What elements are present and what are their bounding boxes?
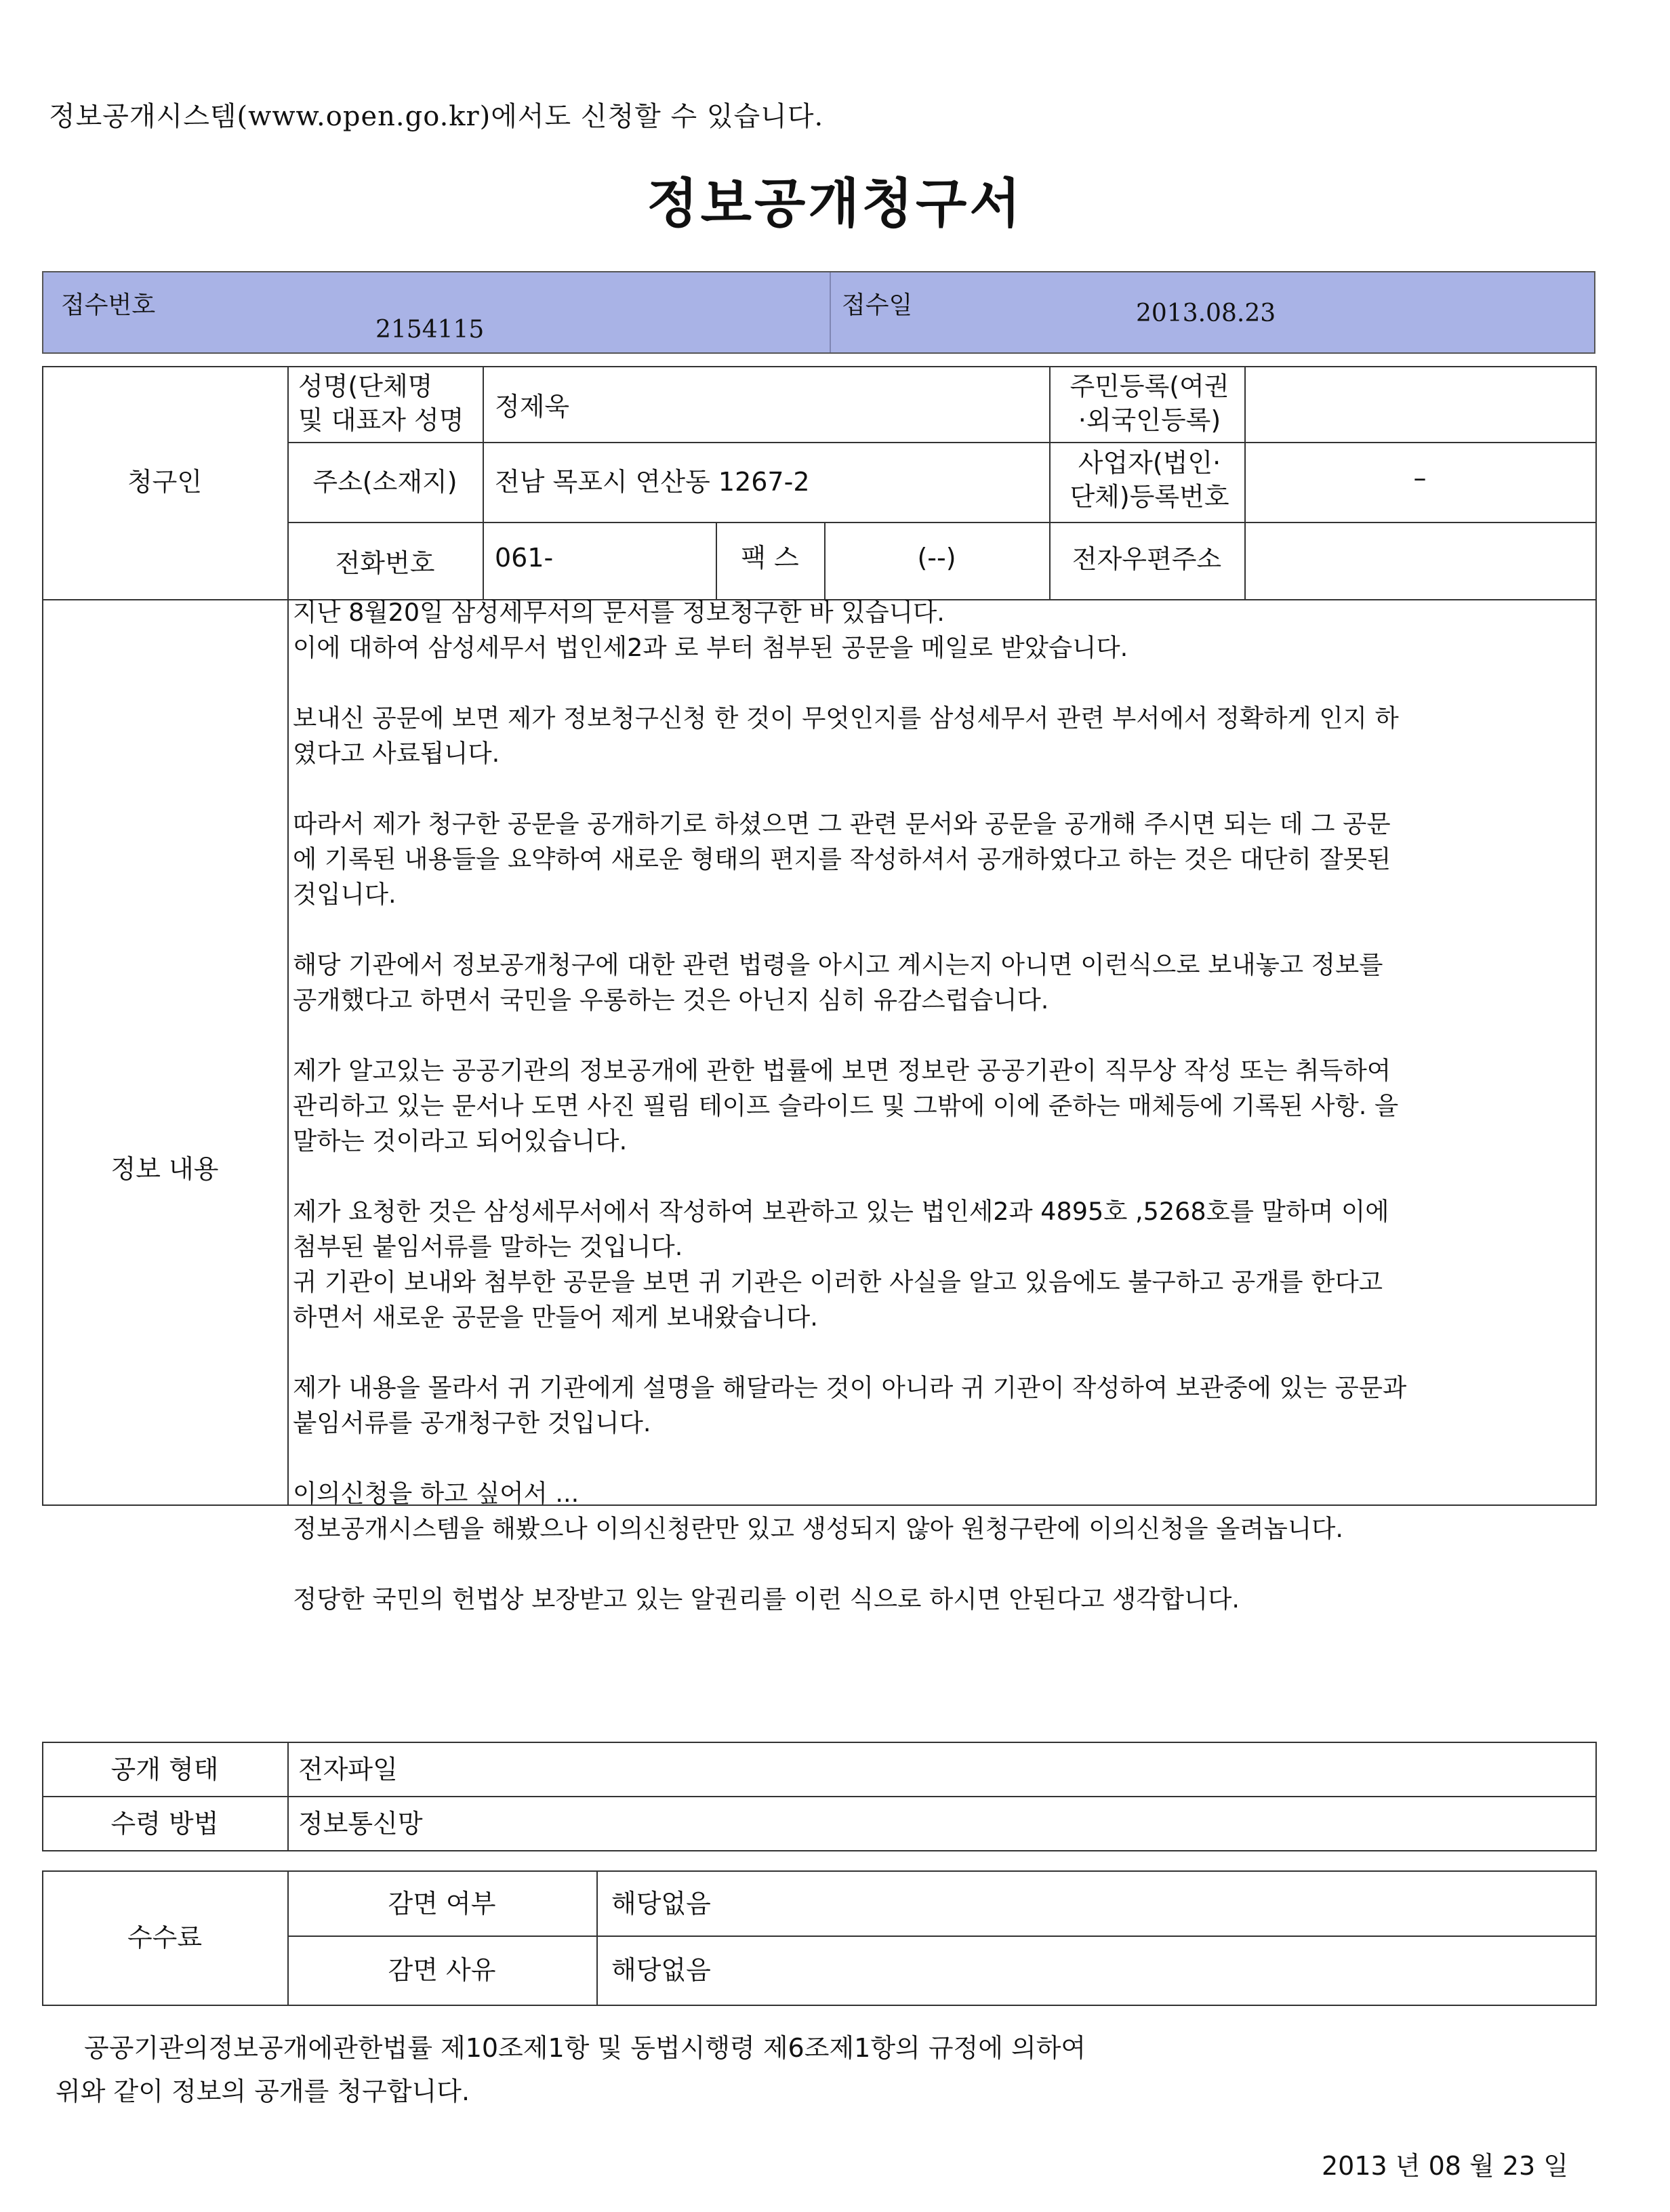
content-line: 정보공개시스템을 해봤으나 이의신청란만 있고 생성되지 않아 원청구란에 이의신청을 올려놉니다.	[293, 1514, 1344, 1543]
reception-divider	[830, 272, 831, 352]
content-label: 정보 내용	[110, 1154, 219, 1184]
content-line: 첨부된 붙임서류를 말하는 것입니다.	[293, 1232, 683, 1261]
name-value: 정제욱	[495, 392, 570, 422]
content-line: 에 기록된 내용들을 요약하여 새로운 형태의 편지를 작성하셔서 공개하였다고 하는 것은 대단히 잘못된	[293, 844, 1391, 874]
fax-value: (--)	[917, 543, 956, 573]
content-line: 따라서 제가 청구한 공문을 공개하기로 하셨으면 그 관련 문서와 공문을 공개해 주시면 되는 데 그 공문	[293, 809, 1391, 838]
content-line: 관리하고 있는 문서나 도면 사진 필림 테이프 슬라이드 및 그밖에 이에 준하는 매체등에 기록된 사항. 을	[293, 1091, 1399, 1120]
rule	[42, 1870, 1597, 1872]
notice-text: 정보공개시스템(www.open.go.kr)에서도 신청할 수 있습니다.	[49, 101, 824, 132]
receipt-method-label: 수령 방법	[110, 1809, 219, 1839]
id-label	[1055, 369, 1244, 437]
biz-label-line1: 사업자(법인·	[1078, 448, 1221, 478]
disclosure-form-value: 전자파일	[298, 1755, 398, 1784]
fee-reason-label: 감면 사유	[388, 1955, 496, 1985]
email-label: 전자우편주소	[1072, 544, 1222, 574]
rule	[287, 1936, 1595, 1937]
content-body	[293, 595, 1581, 1617]
reception-date-value: 2013.08.23	[1136, 300, 1276, 327]
rule	[1595, 1870, 1597, 2005]
content-line: 제가 내용을 몰라서 귀 기관에게 설명을 해달라는 것이 아니라 귀 기관이 작성하여 보관중에 있는 공문과	[293, 1373, 1407, 1402]
reception-date-label: 접수일	[842, 291, 913, 319]
content-paragraph	[293, 1194, 1581, 1335]
content-line: 지난 8월20일 삼성세무서의 문서를 정보청구한 바 있습니다.	[293, 598, 945, 627]
reception-number-value: 2154115	[375, 316, 485, 344]
biz-label-line2: 단체)등록번호	[1070, 482, 1229, 512]
rule	[483, 366, 484, 599]
rule	[287, 1742, 289, 1850]
footer-clause-line1: 공공기관의정보공개에관한법률 제10조제1항 및 동법시행령 제6조제1항의 규정에 의하여	[84, 2033, 1086, 2063]
disclosure-form-label: 공개 형태	[110, 1755, 219, 1784]
rule	[596, 1870, 598, 2005]
rule	[42, 366, 43, 1504]
reception-bar	[42, 271, 1595, 354]
content-paragraph	[293, 806, 1581, 912]
content-line: 이에 대하여 삼성세무서 법인세2과 로 부터 첨부된 공문을 메일로 받았습니다.	[293, 633, 1128, 662]
content-paragraph	[293, 1582, 1581, 1617]
content-line: 제가 요청한 것은 삼성세무서에서 작성하여 보관하고 있는 법인세2과 4895호 ,5268호를 말하며 이에	[293, 1197, 1389, 1226]
rule	[42, 1796, 1597, 1797]
biz-reg-value: –	[1413, 463, 1427, 493]
fee-exemption-value: 해당없음	[611, 1889, 711, 1919]
rule	[42, 2005, 1597, 2006]
fee-label: 수수료	[127, 1923, 203, 1952]
rule	[42, 1850, 1597, 1851]
id-label-line1: 주민등록(여권	[1070, 371, 1229, 401]
fax-label: 팩 스	[741, 543, 799, 573]
content-line: 귀 기관이 보내와 첨부한 공문을 보면 귀 기관은 이러한 사실을 알고 있음에도 불구하고 공개를 한다고	[293, 1267, 1383, 1296]
content-line: 정당한 국민의 헌법상 보장받고 있는 알권리를 이런 식으로 하시면 안된다고 생각합니다.	[293, 1584, 1240, 1614]
address-value: 전남 목포시 연산동 1267-2	[495, 467, 810, 497]
content-line: 붙임서류를 공개청구한 것입니다.	[293, 1408, 651, 1437]
content-line: 공개했다고 하면서 국민을 우롱하는 것은 아닌지 심히 유감스럽습니다.	[293, 985, 1049, 1015]
phone-value: 061-	[495, 543, 554, 573]
footer-clause-line2: 위와 같이 정보의 공개를 청구합니다.	[56, 2076, 470, 2106]
name-label	[298, 369, 464, 437]
fee-exemption-label: 감면 여부	[388, 1889, 496, 1919]
content-line: 말하는 것이라고 되어있습니다.	[293, 1126, 628, 1155]
content-paragraph	[293, 1370, 1581, 1441]
content-line: 해당 기관에서 정보공개청구에 대한 관련 법령을 아시고 계시는지 아니면 이런식으로 보내놓고 정보를	[293, 950, 1383, 979]
rule	[287, 366, 289, 1504]
content-paragraph	[293, 1053, 1581, 1159]
content-line: 이의신청을 하고 싶어서 ...	[293, 1479, 579, 1508]
rule	[42, 366, 1597, 367]
applicant-section-label: 청구인	[127, 467, 203, 497]
footer-date: 2013 년 08 월 23 일	[1322, 2151, 1568, 2181]
content-paragraph	[293, 947, 1581, 1018]
content-paragraph	[293, 1476, 1581, 1547]
content-paragraph	[293, 595, 1581, 665]
biz-reg-label	[1055, 446, 1244, 514]
phone-label: 전화번호	[335, 548, 435, 578]
content-paragraph	[293, 701, 1581, 771]
content-line: 하면서 새로운 공문을 만들어 제게 보내왔습니다.	[293, 1303, 818, 1332]
reception-number-label: 접수번호	[61, 291, 156, 319]
rule	[1595, 366, 1597, 1504]
address-label: 주소(소재지)	[312, 467, 457, 497]
content-line: 것입니다.	[293, 880, 396, 909]
id-label-line2: ·외국인등록)	[1078, 405, 1221, 435]
fee-reason-value: 해당없음	[611, 1955, 711, 1985]
content-line: 제가 알고있는 공공기관의 정보공개에 관한 법률에 보면 정보란 공공기관이 직무상 작성 또는 취득하여	[293, 1056, 1391, 1085]
name-label-line1: 성명(단체명	[298, 371, 433, 401]
name-label-line2: 및 대표자 성명	[298, 405, 464, 435]
rule	[1595, 1742, 1597, 1850]
content-line: 보내신 공문에 보면 제가 정보청구신청 한 것이 무엇인지를 삼성세무서 관련 부서에서 정확하게 인지 하	[293, 703, 1399, 733]
content-line: 였다고 사료됩니다.	[293, 739, 500, 768]
page-title: 정보공개청구서	[647, 173, 1023, 234]
receipt-method-value: 정보통신망	[298, 1809, 423, 1839]
rule	[42, 1742, 1597, 1743]
